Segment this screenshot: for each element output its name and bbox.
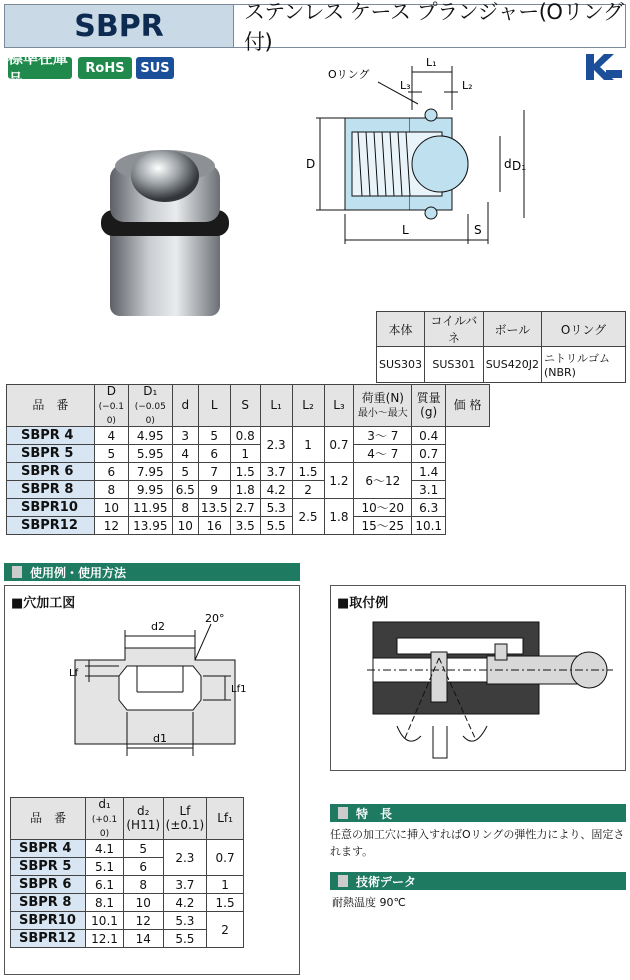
cell: 4 xyxy=(94,427,128,445)
spec-col-l1: L₁ xyxy=(260,385,292,427)
cell: 1.5 xyxy=(230,463,260,481)
hole-col-lf1: Lf₁ xyxy=(207,798,244,840)
cell: 10〜20 xyxy=(354,499,412,517)
cell: 5.95 xyxy=(128,445,172,463)
d2-label: d2 xyxy=(151,620,165,633)
cell: 8.1 xyxy=(86,894,123,912)
cell: 5.3 xyxy=(163,912,207,930)
cell: 5.1 xyxy=(86,858,123,876)
cell: 6.1 xyxy=(86,876,123,894)
cell: 4〜 7 xyxy=(354,445,412,463)
cell: 9 xyxy=(198,481,230,499)
cell: 3.7 xyxy=(260,463,292,481)
cell: 8 xyxy=(172,499,198,517)
row-name: SBPR10 xyxy=(11,912,86,930)
table-row xyxy=(7,463,490,481)
spec-col-d1: D₁ (−0.05 0) xyxy=(128,385,172,427)
d-upper-label: D xyxy=(306,157,316,171)
cell: 13.95 xyxy=(128,517,172,535)
d1-label: d1 xyxy=(153,732,167,745)
row-name: SBPR 4 xyxy=(7,427,95,445)
table-row xyxy=(11,894,244,912)
cell: 10.1 xyxy=(412,517,446,535)
cell: 3.5 xyxy=(230,517,260,535)
spec-col-price: 価 格 xyxy=(446,385,490,427)
cell: 6〜12 xyxy=(354,463,412,499)
cell: 1.4 xyxy=(412,463,446,481)
s-label: S xyxy=(474,223,482,237)
mat-header-spring: コイルバネ xyxy=(425,312,484,347)
cell: 6.3 xyxy=(412,499,446,517)
cell: 5 xyxy=(172,463,198,481)
table-row xyxy=(7,445,490,463)
dimension-drawing xyxy=(300,52,530,247)
cell: 2 xyxy=(292,481,324,499)
table-row xyxy=(7,499,490,517)
cell: 2.3 xyxy=(163,840,207,876)
brand-logo-icon xyxy=(584,52,624,82)
cell: 5 xyxy=(94,445,128,463)
cell: 1.5 xyxy=(292,463,324,481)
cell: 2.7 xyxy=(230,499,260,517)
cell: 10 xyxy=(94,499,128,517)
cell: 3.7 xyxy=(163,876,207,894)
cell: 3.1 xyxy=(412,481,446,499)
cell: 1.8 xyxy=(324,499,354,535)
cell: 0.7 xyxy=(207,840,244,876)
row-name: SBPR 8 xyxy=(11,894,86,912)
mat-oring: ニトリルゴム (NBR) xyxy=(541,347,625,383)
cell: 12 xyxy=(123,912,163,930)
l-label: L xyxy=(402,223,409,237)
cell: 0.7 xyxy=(412,445,446,463)
cell: 7 xyxy=(198,463,230,481)
cell: 14 xyxy=(123,930,163,948)
row-name: SBPR 5 xyxy=(11,858,86,876)
mat-ball: SUS420J2 xyxy=(483,347,541,383)
cell: 1 xyxy=(292,427,324,463)
spec-col-d: D (−0.1 0) xyxy=(94,385,128,427)
spec-col-l2: L₂ xyxy=(292,385,324,427)
row-name: SBPR 4 xyxy=(11,840,86,858)
cell: 6 xyxy=(123,858,163,876)
cell: 15〜25 xyxy=(354,517,412,535)
cell: 5 xyxy=(198,427,230,445)
cell: 4.1 xyxy=(86,840,123,858)
hole-drawing xyxy=(65,608,255,758)
spec-col-l3: L₃ xyxy=(324,385,354,427)
cell: 3〜 7 xyxy=(354,427,412,445)
row-name: SBPR12 xyxy=(7,517,95,535)
cell: 6 xyxy=(198,445,230,463)
mat-header-body: 本体 xyxy=(377,312,425,347)
rohs-badge: RoHS xyxy=(78,57,132,79)
cell: 0.8 xyxy=(230,427,260,445)
hole-col-lf: Lf (±0.1) xyxy=(163,798,207,840)
cell: 1.5 xyxy=(207,894,244,912)
hole-col-d2: d₂ (H11) xyxy=(123,798,163,840)
spec-col-load: 荷重(N) 最小〜最大 xyxy=(354,385,412,427)
sus-badge: SUS xyxy=(136,57,174,79)
spec-col-s: S xyxy=(230,385,260,427)
hole-col-d1: d₁ (+0.1 0) xyxy=(86,798,123,840)
features-text: 任意の加工穴に挿入すればOリングの弾性力により、固定されます。 xyxy=(330,828,625,859)
row-name: SBPR 6 xyxy=(11,876,86,894)
cell: 5 xyxy=(123,840,163,858)
cell: 6.5 xyxy=(172,481,198,499)
l2-label: L₂ xyxy=(462,79,473,92)
lf1-label: Lf1 xyxy=(231,684,247,695)
cell: 2 xyxy=(207,912,244,948)
cell: 1.8 xyxy=(230,481,260,499)
product-photo xyxy=(96,146,236,321)
cell: 7.95 xyxy=(128,463,172,481)
cell: 12 xyxy=(94,517,128,535)
mat-header-ball: ボール xyxy=(483,312,541,347)
mount-title: ■取付例 xyxy=(337,596,389,611)
cell: 4.2 xyxy=(260,481,292,499)
cell: 4.95 xyxy=(128,427,172,445)
table-row xyxy=(11,840,244,858)
tech-section-bar: 技術データ xyxy=(330,872,626,890)
features-section-bar: 特 長 xyxy=(330,804,626,822)
o-ring-label: Oリング xyxy=(328,68,370,81)
spec-col-l: L xyxy=(198,385,230,427)
table-row xyxy=(7,427,490,445)
l3-label: L₃ xyxy=(400,79,411,92)
spec-col-name: 品 番 xyxy=(7,385,95,427)
stock-badge: 標準在庫品 xyxy=(8,57,72,79)
cell: 0.7 xyxy=(324,427,354,463)
row-name: SBPR 5 xyxy=(7,445,95,463)
cell: 8 xyxy=(94,481,128,499)
cell: 12.1 xyxy=(86,930,123,948)
mounting-example-box xyxy=(330,585,626,771)
d1-label: D₁ xyxy=(512,159,527,173)
hole-col-name: 品 番 xyxy=(11,798,86,840)
lf-label: Lf xyxy=(69,668,79,679)
cell: 16 xyxy=(198,517,230,535)
cell: 3 xyxy=(172,427,198,445)
table-row xyxy=(11,912,244,930)
l1-label: L₁ xyxy=(426,56,437,69)
hole-table xyxy=(10,797,244,948)
spec-col-dsmall: d xyxy=(172,385,198,427)
materials-table xyxy=(376,311,626,383)
page-header xyxy=(4,0,626,54)
usage-section-bar: 使用例・使用方法 xyxy=(4,563,300,581)
product-code: SBPR xyxy=(5,5,233,47)
cell: 5.5 xyxy=(260,517,292,535)
angle-label: 20° xyxy=(205,612,225,625)
row-name: SBPR 8 xyxy=(7,481,95,499)
row-name: SBPR 6 xyxy=(7,463,95,481)
cell: 4.2 xyxy=(163,894,207,912)
cell: 1 xyxy=(230,445,260,463)
table-row xyxy=(7,481,490,499)
row-name: SBPR12 xyxy=(11,930,86,948)
spec-col-mass: 質量 (g) xyxy=(412,385,446,427)
cell: 1.2 xyxy=(324,463,354,499)
cell: 8 xyxy=(123,876,163,894)
cell: 9.95 xyxy=(128,481,172,499)
mat-header-oring: Oリング xyxy=(541,312,625,347)
price-cell xyxy=(446,427,490,535)
mounting-drawing xyxy=(367,618,613,768)
cell: 10 xyxy=(123,894,163,912)
mat-body: SUS303 xyxy=(377,347,425,383)
cell: 2.5 xyxy=(292,499,324,535)
cell: 13.5 xyxy=(198,499,230,517)
hole-drawing-title: ■穴加工図 xyxy=(11,596,76,611)
product-title: ステンレス ケース プランジャー(Oリング付) xyxy=(233,5,625,47)
row-name: SBPR10 xyxy=(7,499,95,517)
cell: 2.3 xyxy=(260,427,292,463)
cell: 6 xyxy=(94,463,128,481)
spec-table xyxy=(6,384,490,535)
cell: 11.95 xyxy=(128,499,172,517)
cell: 5.3 xyxy=(260,499,292,517)
cell: 1 xyxy=(207,876,244,894)
cell: 5.5 xyxy=(163,930,207,948)
d-small-label: d xyxy=(504,157,512,171)
table-row xyxy=(11,876,244,894)
cell: 10.1 xyxy=(86,912,123,930)
mat-spring: SUS301 xyxy=(425,347,484,383)
table-row xyxy=(7,517,490,535)
tech-text: 耐熱温度 90℃ xyxy=(332,896,406,909)
cell: 10 xyxy=(172,517,198,535)
cell: 4 xyxy=(172,445,198,463)
cell: 0.4 xyxy=(412,427,446,445)
